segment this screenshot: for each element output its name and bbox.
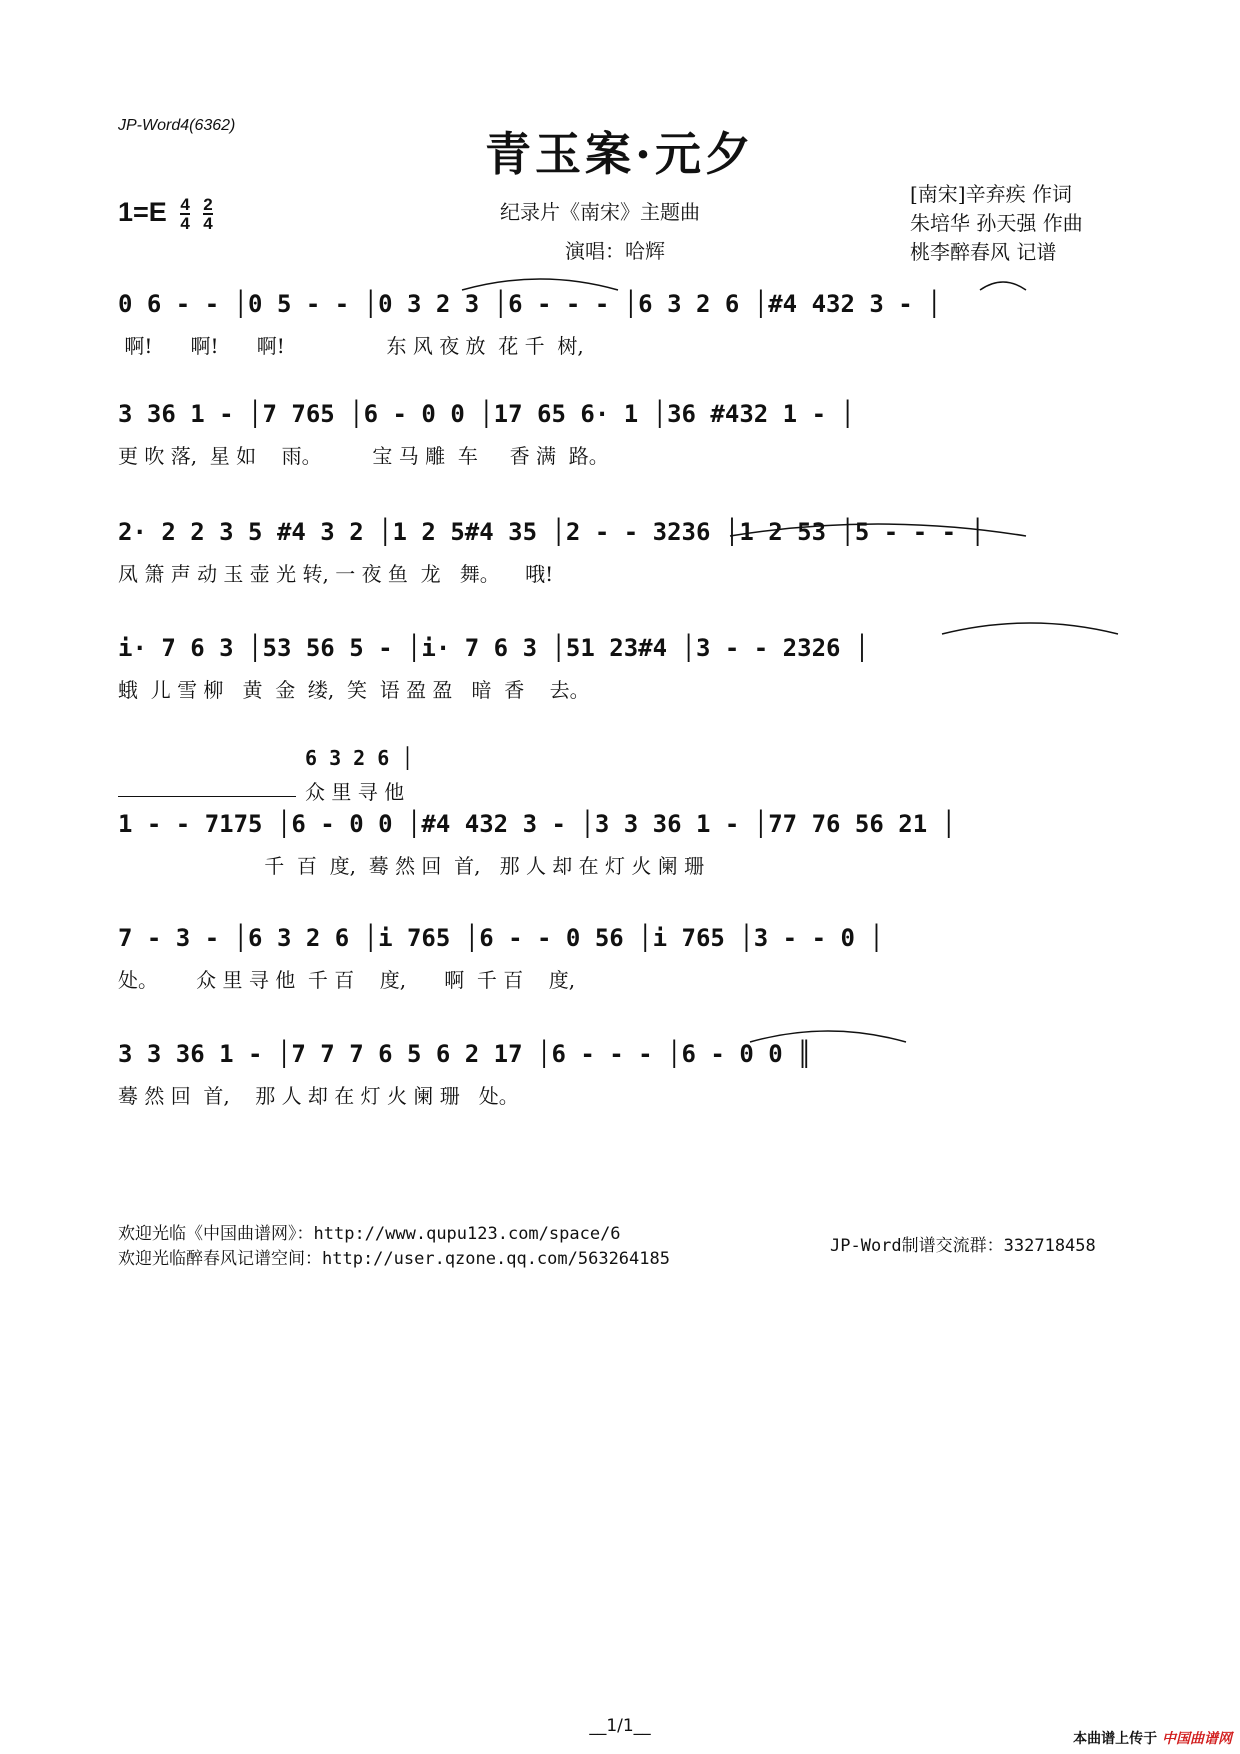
composer-credit: 朱培华 孙天强 作曲 xyxy=(910,211,1083,235)
slur-mark xyxy=(940,616,1120,636)
page-number-text: 1/1 xyxy=(606,1716,634,1736)
notes-line: 1 - - 7175 │6 - 0 0 │#4 432 3 - │3 3 36 1 - │77 76 56 21 │ xyxy=(118,810,957,838)
notes-line: 3 3 36 1 - │7 7 7 6 5 6 2 17 │6 - - - │6 - 0 0 ║ xyxy=(118,1040,812,1068)
time-denominator: 4 xyxy=(203,214,213,233)
ossia-staff xyxy=(305,746,413,805)
lyrics-line: 啊! 啊! 啊! 东 风 夜 放 花 千 树, xyxy=(118,334,584,358)
credits xyxy=(910,180,1083,267)
time-denominator: 4 xyxy=(180,214,190,233)
singer: 演唱：哈辉 xyxy=(565,239,665,263)
lyricist-credit: [南宋]辛弃疾 作词 xyxy=(910,182,1072,206)
slur-mark xyxy=(978,276,1028,292)
lyrics-line: 蛾 儿 雪 柳 黄 金 缕, 笑 语 盈 盈 暗 香 去。 xyxy=(118,678,590,702)
slur-mark xyxy=(728,518,1028,538)
lyrics-line: 蓦 然 回 首, 那 人 却 在 灯 火 阑 珊 处。 xyxy=(118,1084,519,1108)
time-signature-2 xyxy=(203,196,212,232)
lyrics-line: 千 百 度, 蓦 然 回 首, 那 人 却 在 灯 火 阑 珊 xyxy=(118,854,705,878)
ossia-lyrics: 众 里 寻 他 xyxy=(305,780,405,804)
notes-line: 2· 2 2 3 5 #4 3 2 │1 2 5#4 35 │2 - - 3236 │1 2 53 │5 - - - │ xyxy=(118,518,985,546)
ossia-notes: 6 3 2 6 │ xyxy=(305,746,414,770)
page-number: __1/1__ xyxy=(589,1716,651,1736)
upload-prefix: 本曲谱上传于 xyxy=(1073,1731,1158,1747)
lyrics-line: 凤 箫 声 动 玉 壶 光 转, 一 夜 鱼 龙 舞。 哦! xyxy=(118,562,554,586)
site-logo: 中国曲谱网 xyxy=(1162,1731,1232,1747)
footer-link-qupu[interactable]: 欢迎光临《中国曲谱网》：http://www.qupu123.com/space/6 xyxy=(118,1224,621,1244)
upload-badge xyxy=(1073,1728,1232,1748)
song-title: 青玉案·元夕 xyxy=(484,127,755,181)
key-signature xyxy=(118,196,213,232)
ossia-divider xyxy=(118,796,296,797)
notes-line: i· 7 6 3 │53 56 5 - │i· 7 6 3 │51 23#4 │3 - - 2326 │ xyxy=(118,634,870,662)
footer-links xyxy=(118,1222,670,1272)
slur-mark xyxy=(748,1024,908,1044)
time-numerator: 2 xyxy=(203,195,213,214)
lyrics-line: 更 吹 落, 星 如 雨。 宝 马 雕 车 香 满 路。 xyxy=(118,444,609,468)
software-label: JP-Word4(6362) xyxy=(118,117,236,134)
lyrics-line: 处。 众 里 寻 他 千 百 度, 啊 千 百 度, xyxy=(118,968,576,992)
time-numerator: 4 xyxy=(180,195,190,214)
notes-line: 0 6 - - │0 5 - - │0 3 2 3 │6 - - - │6 3 2 6 │#4 432 3 - │ xyxy=(118,290,942,318)
transcriber-credit: 桃李醉春风 记谱 xyxy=(910,240,1057,264)
footer-link-qzone[interactable]: 欢迎光临醉春风记谱空间：http://user.qzone.qq.com/563264185 xyxy=(118,1249,670,1269)
subtitle: 纪录片《南宋》主题曲 xyxy=(500,200,700,224)
notes-line: 3 36 1 - │7 765 │6 - 0 0 │17 65 6· 1 │36 #432 1 - │ xyxy=(118,400,855,428)
slur-mark xyxy=(460,272,620,292)
notes-line: 7 - 3 - │6 3 2 6 │i 765 │6 - - 0 56 │i 765 │3 - - 0 │ xyxy=(118,924,884,952)
time-signature-1 xyxy=(180,196,189,232)
key-label: 1=E xyxy=(118,197,167,228)
footer-group: JP-Word制谱交流群：332718458 xyxy=(830,1236,1096,1256)
